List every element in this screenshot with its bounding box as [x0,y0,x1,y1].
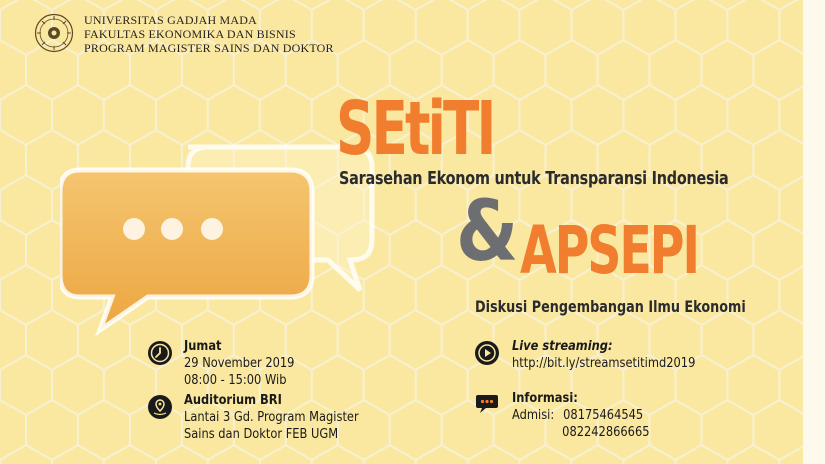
event-title-setiti: SEtiTI [336,86,494,172]
chat-icon [474,390,500,416]
contact-block [512,390,650,441]
contact-label: Informasi: [512,391,578,406]
play-icon [474,340,500,366]
phone-secondary[interactable]: 082242866665 [562,425,650,440]
contact-admisi-row [512,407,650,424]
header-university: UNIVERSITAS GADJAH MADA [84,13,257,27]
schedule-block [184,338,294,389]
university-seal-icon [34,13,74,53]
venue-block [184,392,359,443]
schedule-date: 29 November 2019 [184,356,295,371]
streaming-link[interactable]: http://bit.ly/streamsetitimd2019 [512,356,696,371]
institution-header [34,13,334,55]
streaming-block [512,338,695,372]
location-pin-icon [147,394,173,420]
right-edge-strip [803,0,825,464]
ampersand: & [456,182,519,280]
event-title-apsepi: APSEPI [520,212,698,289]
phone-primary[interactable]: 08175464545 [563,408,644,423]
schedule-time: 08:00 - 15:00 Wib [184,373,287,388]
event-subtitle-setiti: Sarasehan Ekonom untuk Transparansi Indonesia [339,168,729,189]
venue-line1: Lantai 3 Gd. Program Magister [184,410,359,425]
clock-icon [147,340,173,366]
streaming-label: Live streaming: [512,339,613,354]
venue-name: Auditorium BRI [184,393,282,408]
header-faculty: FAKULTAS EKONOMIKA DAN BISNIS [84,27,296,41]
event-subtitle-apsepi: Diskusi Pengembangan Ilmu Ekonomi [475,297,746,316]
admisi-label: Admisi: [512,408,555,423]
venue-line2: Sains dan Doktor FEB UGM [184,427,339,442]
schedule-day: Jumat [184,339,222,354]
header-program: PROGRAM MAGISTER SAINS DAN DOKTOR [84,41,334,55]
